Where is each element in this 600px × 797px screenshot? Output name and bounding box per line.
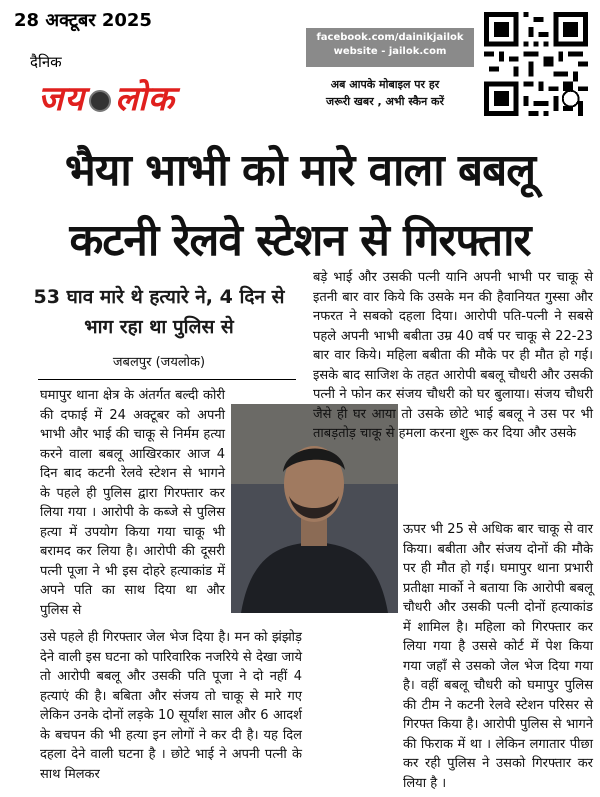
brand-name-right: लोक (114, 79, 175, 119)
headline-line-2: कटनी रेलवे स्टेशन से गिरफ्तार (69, 215, 531, 266)
dateline: जबलपुर (जयलोक) (112, 355, 206, 370)
issue-date: 28 अक्टूबर 2025 (14, 10, 152, 31)
scan-prompt-line1: अब आपके मोबाइल पर हर (330, 78, 440, 91)
subheadline: 53 घाव मारे थे हत्यारे ने, 4 दिन से भाग रहा था पुलिस से (33, 286, 285, 338)
brand-name-left: जय (38, 79, 85, 119)
brand-logo (38, 74, 175, 120)
brand-prefix: दैनिक (30, 53, 62, 71)
article-column-2-top: बड़े भाई और उसकी पत्नी यानि अपनी भाभी पर चाकू से इतनी बार वार किये कि उसके मन की हैवानियत गुस्सा और नफरत ने सबको दहला दिया। आरोपी पति-पत्नी ने सबसे पहले अपनी भाभी बबीता उम्र 40 वर्ष पर चाकू से 22-23 बार वार किये। महिला बबीता की मौके पर ही मौत हो गई। इसके बाद साजिश के तहत आरोपी बबलू चौधरी और उसकी पत्नी ने फोन कर संजय चौधरी को घर बुलाया। संजय चौधरी जैसे ही घर आया तो उसके छोटे भाई बबलू ने उस पर भी ताबड़तोड़ चाकू से हमला करना शुरू कर दिया और उसके (313, 270, 593, 441)
social-banner (306, 28, 474, 67)
facebook-link[interactable]: facebook.com/dainikjailok (316, 32, 464, 43)
scan-prompt-line2: जरूरी खबर , अभी स्कैन करें (326, 95, 444, 108)
headline-line-1: भैया भाभी को मारे वाला बबलू (64, 145, 536, 196)
article-column-1-bottom: उसे पहले ही गिरफ्तार जेल भेज दिया है। मन को झंझोड़ देने वाली इस घटना को पारिवारिक नजरिये से देखा जाये तो आरोपी बबलू और उसकी पति पूजा ने दो नहीं 4 हत्याएं की है। बबिता और संजय तो चाकू से मारे गए लेकिन उनके दोनों लड़के 10 सूर्यांश साल और 6 आदर्श के बचपन की भी हत्या इन लोगों ने कर दी है। यह दिल दहला देने वाली घटना है । छोटे भाई ने अपनी पत्नी के साथ मिलकर (40, 630, 302, 782)
divider (38, 379, 296, 380)
website-link[interactable]: website - jailok.com (333, 46, 447, 57)
qr-code-icon[interactable] (484, 12, 588, 116)
scan-prompt (290, 76, 480, 110)
globe-icon (89, 90, 111, 112)
article-column-2-bottom: ऊपर भी 25 से अधिक बार चाकू से वार किया। बबीता और संजय दोनों की मौके पर ही मौत हो गई। घमापुर थाना प्रभारी प्रतीक्षा मार्को ने बताया कि आरोपी बबलू चौधरी और उसकी पत्नी दोनों हत्याकांड में शामिल है। महिला को गिरफ्तार कर लिया गया है उससे कोर्ट में पेश किया गया जहाँ से उसको जेल भेज दिया गया है। वहीं बबलू चौधरी को घमापुर पुलिस की टीम ने कटनी रेलवे स्टेशन परिसर से गिरफ्त किया है। आरोपी पुलिस से भागने की फिराक में था । लेकिन लगातार पीछा कर रही पुलिस ने उसको गिरफ्तार कर लिया है । (403, 522, 593, 791)
article-column-1-top: घमापुर थाना क्षेत्र के अंतर्गत बल्दी कोरी की दफाई में 24 अक्टूबर को अपनी भाभी और भाई की चाकू से निर्मम हत्या करने वाला बबलू आखिरकार आज 4 दिन बाद कटनी रेलवे स्टेशन से भागने के पहले ही पुलिस द्वारा गिरफ्तार कर लिया गया । आरोपी के कब्जे से पुलिस हत्या में उपयोग किया गया चाकू भी बरामद कर लिया है। आरोपी की दूसरी पत्नी पूजा ने भी इस दोहरे हत्याकांड में अपने पति का साथ दिया था और पुलिस से (40, 388, 225, 618)
